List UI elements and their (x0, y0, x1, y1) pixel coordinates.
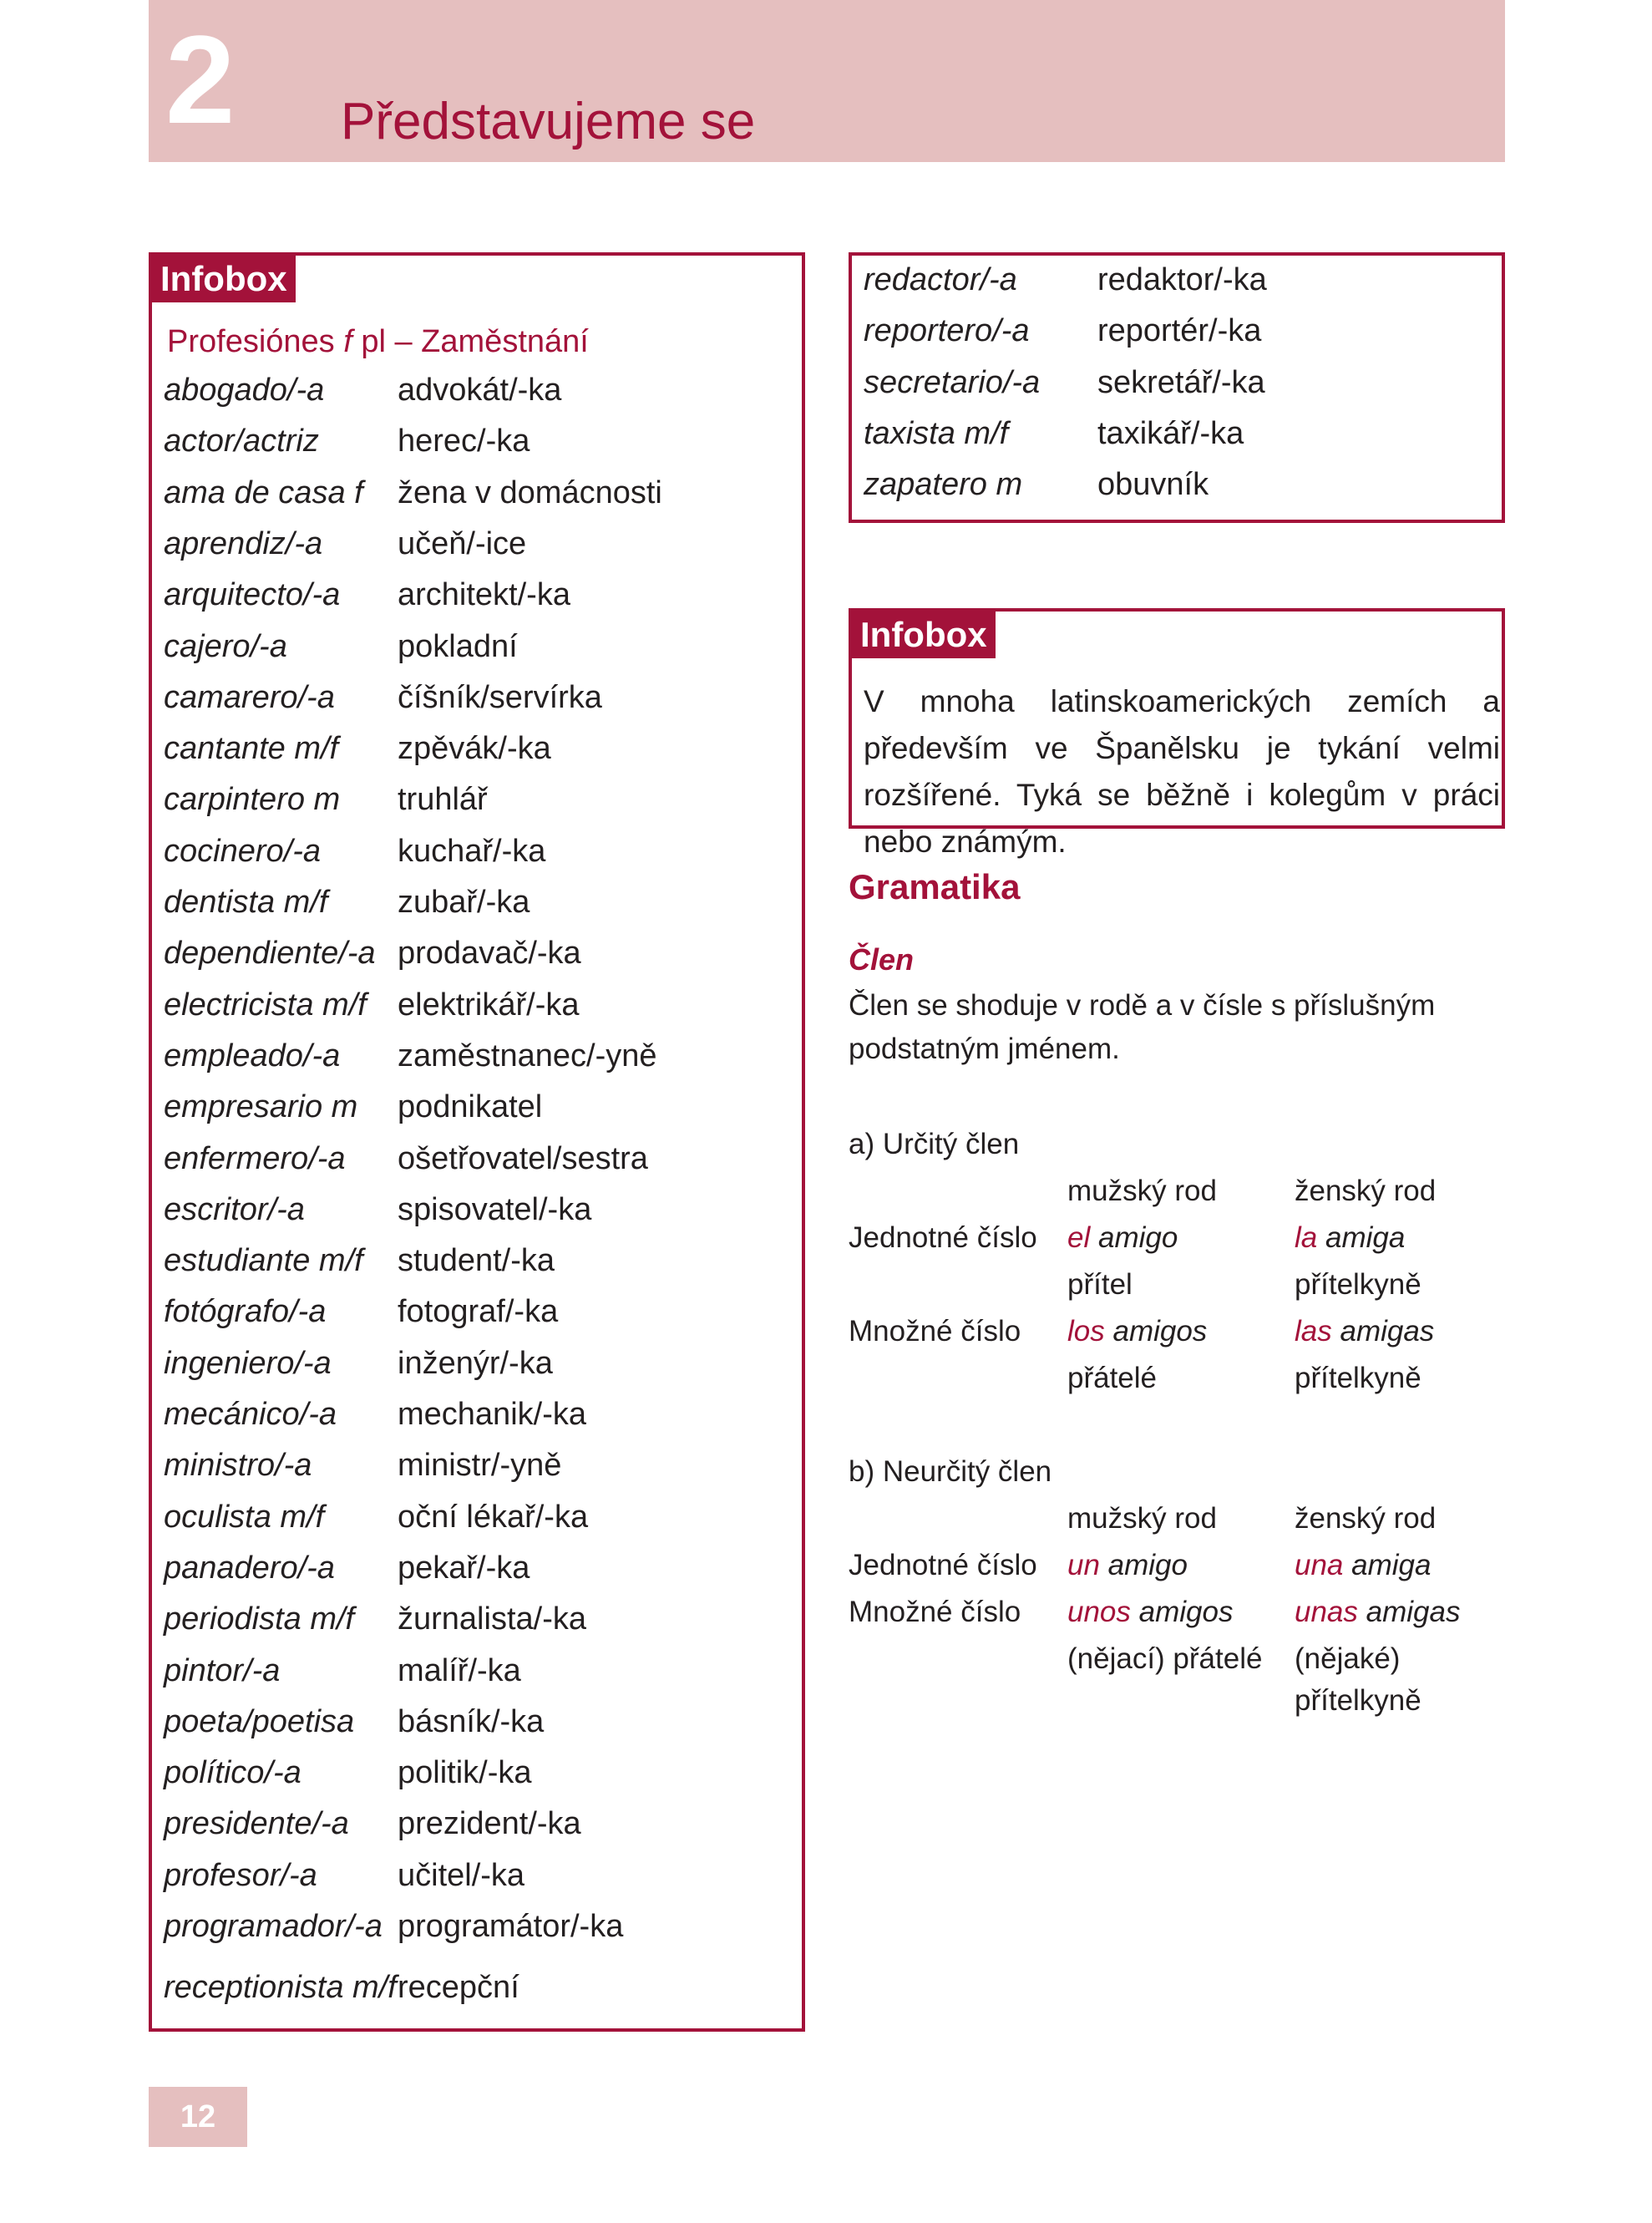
infobox-professions (149, 252, 805, 2032)
page-number: 12 (149, 2087, 247, 2147)
vocab-row (164, 1091, 798, 1128)
vocab-czech: oční lékař/-ka (398, 1499, 589, 1535)
heading-part: pl – Zaměstnání (352, 324, 589, 359)
definite-sing-masc-cz: přítel (1067, 1268, 1133, 1301)
indefinite-title: b) Neurčitý člen (849, 1455, 1052, 1488)
vocab-czech: podnikatel (398, 1089, 543, 1125)
noun: amigos (1130, 1596, 1234, 1628)
definite-pl-fem-cz: přítelkyně (1295, 1362, 1421, 1394)
article: los (1067, 1315, 1105, 1348)
vocab-spanish: dentista m/f (164, 885, 328, 920)
vocab-czech: učeň/-ice (398, 525, 527, 561)
vocab-spanish: taxista m/f (864, 415, 1009, 451)
vocab-row (164, 1040, 798, 1077)
vocab-row (164, 1552, 798, 1589)
infobox-text: V mnoha latinskoamerických zemích a především ve Španělsku je tykání velmi rozšířené. Tyká se běžně i kolegům v práci nebo známým. (864, 684, 1500, 859)
vocab-row (164, 937, 798, 974)
vocab-row (164, 1140, 798, 1180)
vocab-spanish: carpintero m (164, 782, 341, 818)
vocab-spanish: político/-a (164, 1755, 302, 1791)
vocab-czech: kuchař/-ka (398, 833, 546, 869)
article: la (1295, 1221, 1318, 1254)
vocab-spanish: electricista m/f (164, 987, 367, 1023)
vocab-spanish: redactor/-a (864, 262, 1017, 297)
vocab-czech: recepční (398, 1970, 519, 2006)
vocab-row (164, 1296, 798, 1332)
indefinite-pl-fem (1295, 1597, 1460, 1627)
indefinite-singular-label: Jednotné číslo (849, 1549, 1037, 1581)
vocab-czech: mechanik/-ka (398, 1397, 586, 1432)
definite-singular-label: Jednotné číslo (849, 1221, 1037, 1254)
vocab-czech: ministr/-yně (398, 1448, 562, 1484)
vocab-row (164, 1501, 798, 1538)
vocab-spanish: arquitecto/-a (164, 577, 341, 613)
indefinite-col-masc: mužský rod (1067, 1502, 1217, 1535)
vocab-spanish: empleado/-a (164, 1038, 341, 1073)
vocab-spanish: secretario/-a (864, 364, 1041, 400)
vocab-spanish: receptionista m/f (164, 1970, 397, 2006)
vocab-row (164, 989, 798, 1026)
definite-pl-fem (1295, 1317, 1434, 1346)
article: una (1295, 1549, 1344, 1581)
article: unos (1067, 1596, 1131, 1628)
chapter-title: Představujeme se (341, 93, 756, 150)
noun: amiga (1317, 1221, 1406, 1254)
noun: amigas (1331, 1315, 1435, 1348)
vocab-czech: redaktor/-ka (1097, 262, 1267, 297)
chapter-number: 2 (165, 9, 236, 150)
vocab-spanish: oculista m/f (164, 1499, 325, 1535)
vocab-row (864, 469, 1498, 505)
indefinite-sing-masc (1067, 1551, 1188, 1580)
vocab-row (164, 835, 798, 872)
vocab-spanish: cocinero/-a (164, 833, 321, 869)
vocab-czech: reportér/-ka (1097, 313, 1262, 349)
vocab-row (164, 679, 798, 718)
vocab-row (164, 1652, 798, 1692)
definite-title: a) Určitý člen (849, 1128, 1020, 1160)
vocab-spanish: aprendiz/-a (164, 525, 323, 561)
vocab-row (164, 1911, 798, 1947)
vocab-czech: číšník/servírka (398, 679, 602, 715)
vocab-spanish: dependiente/-a (164, 936, 376, 972)
vocab-spanish: panadero/-a (164, 1550, 335, 1586)
vocab-row (164, 1808, 798, 1845)
vocab-czech: herec/-ka (398, 424, 530, 459)
indefinite-pl-fem-cz-2: přítelkyně (1295, 1684, 1421, 1717)
vocab-czech: zubař/-ka (398, 885, 530, 920)
infobox-label: Infobox (852, 612, 996, 658)
vocab-czech: žena v domácnosti (398, 475, 662, 510)
vocab-row (164, 1857, 798, 1896)
vocab-row (864, 364, 1498, 403)
infobox-tykani (849, 608, 1505, 859)
vocab-row (164, 733, 798, 769)
vocab-spanish: escritor/-a (164, 1191, 305, 1227)
indefinite-pl-masc (1067, 1597, 1233, 1627)
definite-col-masc: mužský rod (1067, 1175, 1217, 1207)
vocab-czech: prodavač/-ka (398, 936, 581, 972)
vocab-czech: zpěvák/-ka (398, 731, 551, 767)
vocab-row (864, 415, 1498, 454)
vocab-row (164, 425, 798, 462)
vocab-czech: programátor/-ka (398, 1909, 624, 1944)
vocab-czech: básník/-ka (398, 1703, 545, 1739)
vocab-czech: sekretář/-ka (1097, 364, 1265, 400)
vocab-row (164, 1449, 798, 1486)
vocab-row (164, 628, 798, 667)
vocab-spanish: enfermero/-a (164, 1140, 346, 1176)
vocab-czech: učitel/-ka (398, 1857, 525, 1893)
vocab-czech: malíř/-ka (398, 1652, 521, 1688)
vocab-czech: pokladní (398, 628, 518, 664)
vocab-row (164, 886, 798, 923)
definite-pl-masc-cz: přátelé (1067, 1362, 1158, 1394)
vocab-row (164, 525, 798, 565)
vocab-spanish: cantante m/f (164, 731, 339, 767)
vocab-czech: spisovatel/-ka (398, 1191, 592, 1227)
vocab-row (164, 579, 798, 616)
vocab-spanish: periodista m/f (164, 1601, 355, 1637)
vocab-spanish: empresario m (164, 1089, 358, 1125)
vocab-spanish: ingeniero/-a (164, 1345, 332, 1381)
vocab-czech: žurnalista/-ka (398, 1601, 586, 1637)
vocab-row (864, 264, 1498, 301)
vocab-czech: ošetřovatel/sestra (398, 1140, 648, 1176)
vocab-spanish: presidente/-a (164, 1806, 349, 1842)
grammar-subtitle: Člen (849, 942, 915, 977)
vocab-row (164, 1398, 798, 1435)
heading-part: Profesiónes (167, 324, 344, 359)
noun: amigas (1357, 1596, 1461, 1628)
vocab-row (164, 1603, 798, 1640)
indefinite-pl-masc-cz: (nějací) přátelé (1067, 1642, 1263, 1675)
vocab-spanish: mecánico/-a (164, 1397, 337, 1432)
vocab-czech: zaměstnanec/-yně (398, 1038, 657, 1073)
vocab-czech: prezident/-ka (398, 1806, 581, 1842)
vocab-spanish: ama de casa f (164, 475, 363, 510)
vocab-czech: fotograf/-ka (398, 1294, 559, 1330)
vocab-czech: student/-ka (398, 1243, 555, 1279)
article: unas (1295, 1596, 1358, 1628)
vocab-spanish: ministro/-a (164, 1448, 312, 1484)
noun: amigo (1090, 1221, 1178, 1254)
vocab-czech: obuvník (1097, 467, 1209, 503)
article: el (1067, 1221, 1091, 1254)
grammar-intro: Člen se shoduje v rodě a v čísle s příslušným podstatným jménem. (849, 989, 1436, 1065)
vocab-row (164, 1757, 798, 1794)
vocab-spanish: cajero/-a (164, 628, 287, 664)
vocab-spanish: actor/actriz (164, 424, 319, 459)
definite-sing-fem-cz: přítelkyně (1295, 1268, 1421, 1301)
vocab-czech: elektrikář/-ka (398, 987, 580, 1023)
vocab-czech: taxikář/-ka (1097, 415, 1244, 451)
article: las (1295, 1315, 1332, 1348)
vocab-spanish: abogado/-a (164, 373, 325, 408)
vocab-row (164, 784, 798, 820)
indefinite-sing-fem (1295, 1551, 1431, 1580)
grammar-title: Gramatika (849, 867, 1021, 906)
vocab-czech: advokát/-ka (398, 373, 562, 408)
vocab-row (164, 1703, 798, 1743)
vocab-row (164, 477, 798, 514)
infobox-label: Infobox (152, 256, 296, 302)
indefinite-pl-fem-cz-1: (nějaké) (1295, 1642, 1401, 1675)
vocab-row (164, 1245, 798, 1282)
definite-col-fem: ženský rod (1295, 1175, 1437, 1207)
indefinite-col-fem: ženský rod (1295, 1502, 1437, 1535)
vocab-row (164, 1972, 798, 2008)
indefinite-plural-label: Množné číslo (849, 1596, 1021, 1628)
vocab-czech: architekt/-ka (398, 577, 570, 613)
vocab-spanish: profesor/-a (164, 1857, 317, 1893)
vocab-czech: politik/-ka (398, 1755, 532, 1791)
vocab-spanish: reportero/-a (864, 313, 1030, 349)
vocab-spanish: camarero/-a (164, 679, 335, 715)
vocab-box-continued (849, 252, 1505, 523)
heading-part: f (343, 324, 352, 359)
vocab-spanish: pintor/-a (164, 1652, 281, 1688)
vocab-spanish: programador/-a (164, 1909, 383, 1944)
definite-sing-masc (1067, 1223, 1178, 1252)
noun: amiga (1343, 1549, 1432, 1581)
vocab-row (864, 315, 1498, 352)
definite-plural-label: Množné číslo (849, 1315, 1021, 1348)
definite-pl-masc (1067, 1317, 1207, 1346)
noun: amigos (1104, 1315, 1208, 1348)
chapter-header (149, 0, 1505, 162)
vocab-spanish: poeta/poetisa (164, 1703, 355, 1739)
vocab-row (164, 1191, 798, 1231)
vocab-row (164, 374, 798, 411)
article: un (1067, 1549, 1100, 1581)
vocab-spanish: fotógrafo/-a (164, 1294, 327, 1330)
vocab-czech: inženýr/-ka (398, 1345, 553, 1381)
definite-sing-fem (1295, 1223, 1405, 1252)
vocab-czech: truhlář (398, 782, 488, 818)
infobox-heading (167, 324, 589, 360)
vocab-czech: pekař/-ka (398, 1550, 530, 1586)
vocab-row (164, 1345, 798, 1384)
vocab-spanish: estudiante m/f (164, 1243, 363, 1279)
vocab-spanish: zapatero m (864, 467, 1023, 503)
noun: amigo (1099, 1549, 1188, 1581)
